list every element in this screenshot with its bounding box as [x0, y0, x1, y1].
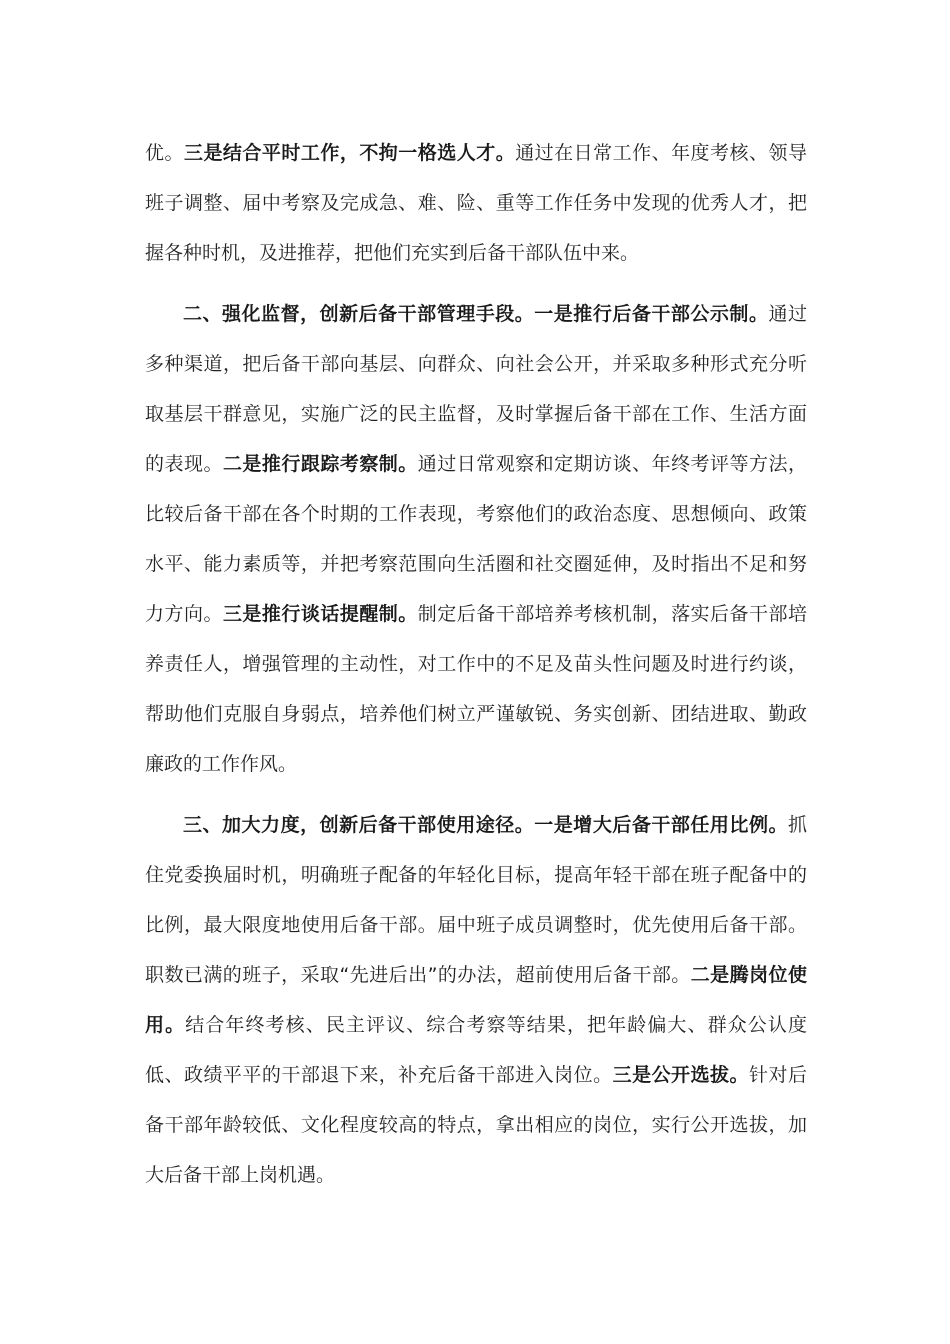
paragraph-3 — [145, 800, 807, 1200]
section-heading-supervision: 二、强化监督，创新后备干部管理手段。一是推行后备干部公示制。 — [183, 303, 769, 325]
paragraph-3-text: 结合年终考核、民主评议、综合考察等结果，把年龄偏大、群众公认度低、政绩平平的干部退下来，补充后备干部进入岗位。 — [145, 1014, 807, 1086]
paragraph-1-text: 优。 — [145, 142, 184, 164]
paragraph-3-bold-heading: 二是腾岗位使用。 — [145, 964, 807, 1036]
paragraph-1-bold-heading: 三是结合平时工作，不拘一格选人才。 — [183, 142, 516, 164]
paragraph-3-text: 抓住党委换届时机，明确班子配备的年轻化目标，提高年轻干部在班子配备中的比例，最大限度地使用后备干部。届中班子成员调整时，优先使用后备干部。职数已满的班子，采取“先进后出”的办法，超前使用后备干部。 — [145, 814, 807, 986]
paragraph-2-bold-heading: 二是推行跟踪考察制。 — [222, 453, 418, 475]
section-heading-usage: 三、加大力度，创新后备干部使用途径。一是增大后备干部任用比例。 — [183, 814, 788, 836]
paragraph-1 — [145, 128, 807, 278]
paragraph-3-text: 针对后备干部年龄较低、文化程度较高的特点，拿出相应的岗位，实行公开选拔，加大后备干部上岗机遇。 — [145, 1064, 807, 1186]
paragraph-2 — [145, 289, 807, 789]
document-body — [145, 128, 807, 1211]
paragraph-2-text: 通过多种渠道，把后备干部向基层、向群众、向社会公开，并采取多种形式充分听取基层干群意见，实施广泛的民主监督，及时掌握后备干部在工作、生活方面的表现。 — [145, 303, 807, 475]
paragraph-3-bold-heading: 三是公开选拔。 — [612, 1064, 749, 1086]
paragraph-1-text: 通过在日常工作、年度考核、领导班子调整、届中考察及完成急、难、险、重等工作任务中发现的优秀人才，把握各种时机，及进推荐，把他们充实到后备干部队伍中来。 — [145, 142, 807, 264]
paragraph-2-bold-heading: 三是推行谈话提醒制。 — [222, 603, 418, 625]
paragraph-2-text: 通过日常观察和定期访谈、年终考评等方法，比较后备干部在各个时期的工作表现，考察他们的政治态度、思想倾向、政策水平、能力素质等，并把考察范围向生活圈和社交圈延伸，及时指出不足和努力方向。 — [145, 453, 807, 625]
paragraph-2-text: 制定后备干部培养考核机制，落实后备干部培养责任人，增强管理的主动性，对工作中的不足及苗头性问题及时进行约谈，帮助他们克服自身弱点，培养他们树立严谨敏锐、务实创新、团结进取、勤政廉政的工作作风。 — [145, 603, 807, 775]
